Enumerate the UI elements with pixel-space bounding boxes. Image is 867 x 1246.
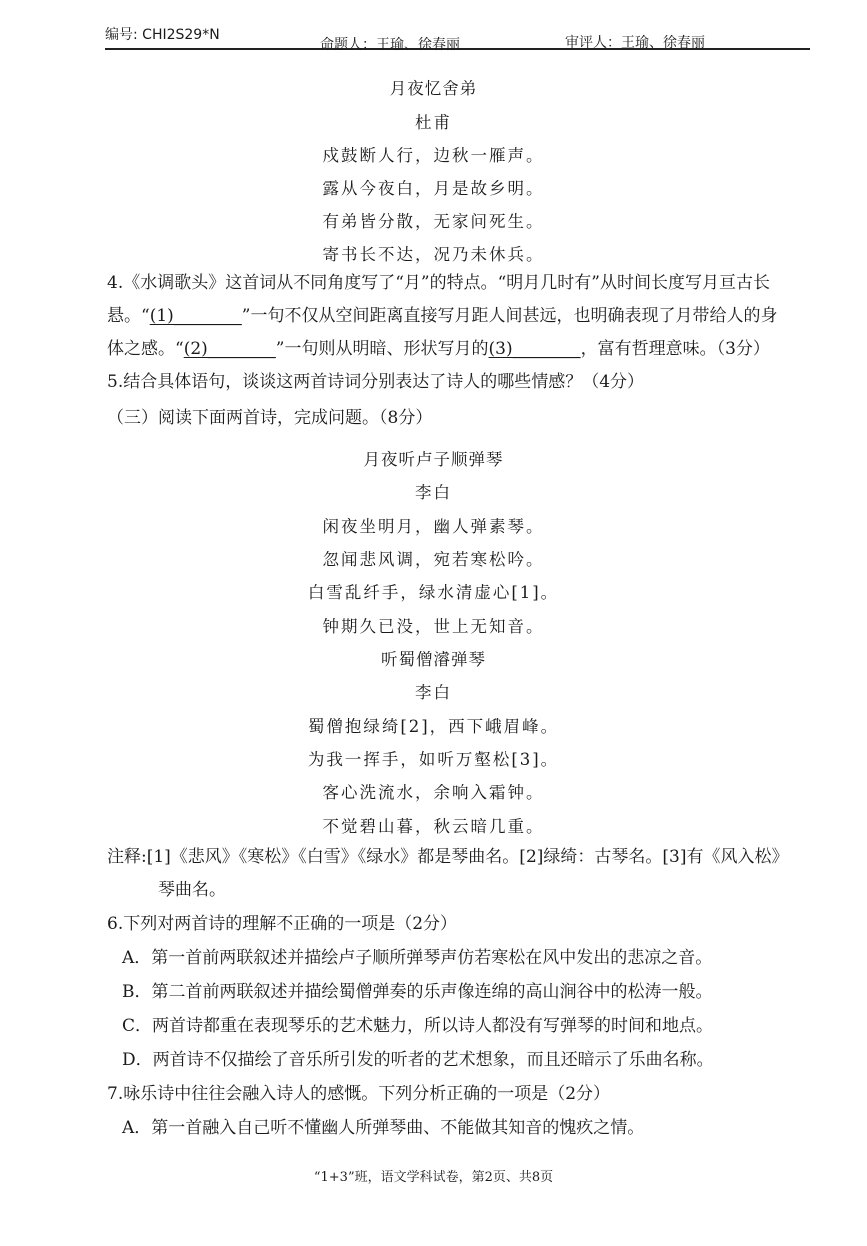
poem2-line: 闲夜坐明月，幽人弹素琴。 (322, 517, 545, 536)
q4-text: ，富有哲理意味。（3分） (580, 339, 770, 359)
page-header (105, 22, 810, 53)
q7-stem: 7.咏乐诗中往往会融入诗人的感慨。下列分析正确的一项是（2分） (107, 1084, 611, 1104)
q4-line1: 4.《水调歌头》这首词从不同角度写了“月”的特点。“明月几时有”从时间长度写月亘古长 (107, 273, 770, 293)
q7-option-a: A．第一首融入自己听不懂幽人所弹琴曲、不能做其知音的愧疚之情。 (122, 1118, 645, 1138)
poem2-title: 月夜听卢子顺弹琴 (363, 450, 504, 469)
exam-author: 命题人：王瑜、徐春丽 (320, 37, 460, 53)
poem2-line: 白雪乱纤手，绿水清虚心[1]。 (307, 583, 560, 602)
poem2-author: 李白 (415, 483, 452, 502)
poem3-line: 客心洗流水，余响入霜钟。 (322, 783, 545, 802)
q5-stem: 5.结合具体语句，谈谈这两首诗词分别表达了诗人的哪些情感？（4分） (107, 372, 645, 392)
exam-code: 编号: CHI2S29*N (105, 27, 220, 43)
q6-option-b: B．第二首前两联叙述并描绘蜀僧弹奏的乐声像连绵的高山涧谷中的松涛一般。 (122, 982, 713, 1002)
q4-line2 (107, 306, 778, 326)
poem3-line: 不觉碧山暮，秋云暗几重。 (322, 817, 545, 836)
q4-text: ”一句则从明暗、形状写月的 (275, 339, 489, 359)
poem1-title: 月夜忆舍弟 (389, 79, 478, 98)
poem2-line: 忽闻悲风调，宛若寒松吟。 (322, 550, 545, 569)
notes-line1: 注释:[1]《悲风》《寒松》《白雪》《绿水》都是琴曲名。[2]绿绮：古琴名。[3]有《风入松》 (107, 847, 789, 867)
section3-heading: （三）阅读下面两首诗，完成问题。（8分） (107, 408, 433, 428)
q6-option-a: A．第一首前两联叙述并描绘卢子顺所弹琴声仿若寒松在风中发出的悲凉之音。 (122, 948, 713, 968)
poem3-author: 李白 (415, 683, 452, 702)
q4-blank-3: (3)________ (488, 339, 581, 359)
exam-reviewer: 审评人：王瑜、徐春丽 (565, 35, 705, 51)
q6-stem: 6.下列对两首诗的理解不正确的一项是（2分） (107, 914, 458, 934)
q4-blank-2: (2)________ (183, 339, 276, 359)
notes-line2: 琴曲名。 (158, 880, 226, 900)
q4-text: ”一句不仅从空间距离直接写月距人间甚远，也明确表现了月带给人的身 (241, 306, 778, 326)
poem3-line: 为我一挥手，如听万壑松[3]。 (307, 750, 560, 769)
poem3-line: 蜀僧抱绿绮[2]，西下峨眉峰。 (307, 717, 560, 736)
q4-text: 体之感。“ (107, 339, 184, 359)
q6-option-d: D．两首诗不仅描绘了音乐所引发的听者的艺术想象，而且还暗示了乐曲名称。 (122, 1050, 714, 1070)
q4-text: 悬。“ (107, 306, 150, 326)
poem1-line: 露从今夜白，月是故乡明。 (322, 179, 545, 198)
poem1-line: 戍鼓断人行，边秋一雁声。 (322, 146, 545, 165)
q4-blank-1: (1)________ (149, 306, 242, 326)
poem3-title: 听蜀僧濬弹琴 (381, 650, 486, 669)
page-footer: “1+3”班，语文学科试卷，第2页、共8页 (313, 1170, 554, 1185)
poem1-line: 有弟皆分散，无家问死生。 (322, 212, 545, 231)
poem1-author: 杜甫 (415, 113, 452, 132)
poem1-line: 寄书长不达，况乃未休兵。 (322, 245, 545, 264)
poem2-line: 钟期久已没，世上无知音。 (322, 617, 545, 636)
q6-option-c: C．两首诗都重在表现琴乐的艺术魅力，所以诗人都没有写弹琴的时间和地点。 (122, 1016, 714, 1036)
q4-line3 (107, 339, 770, 359)
